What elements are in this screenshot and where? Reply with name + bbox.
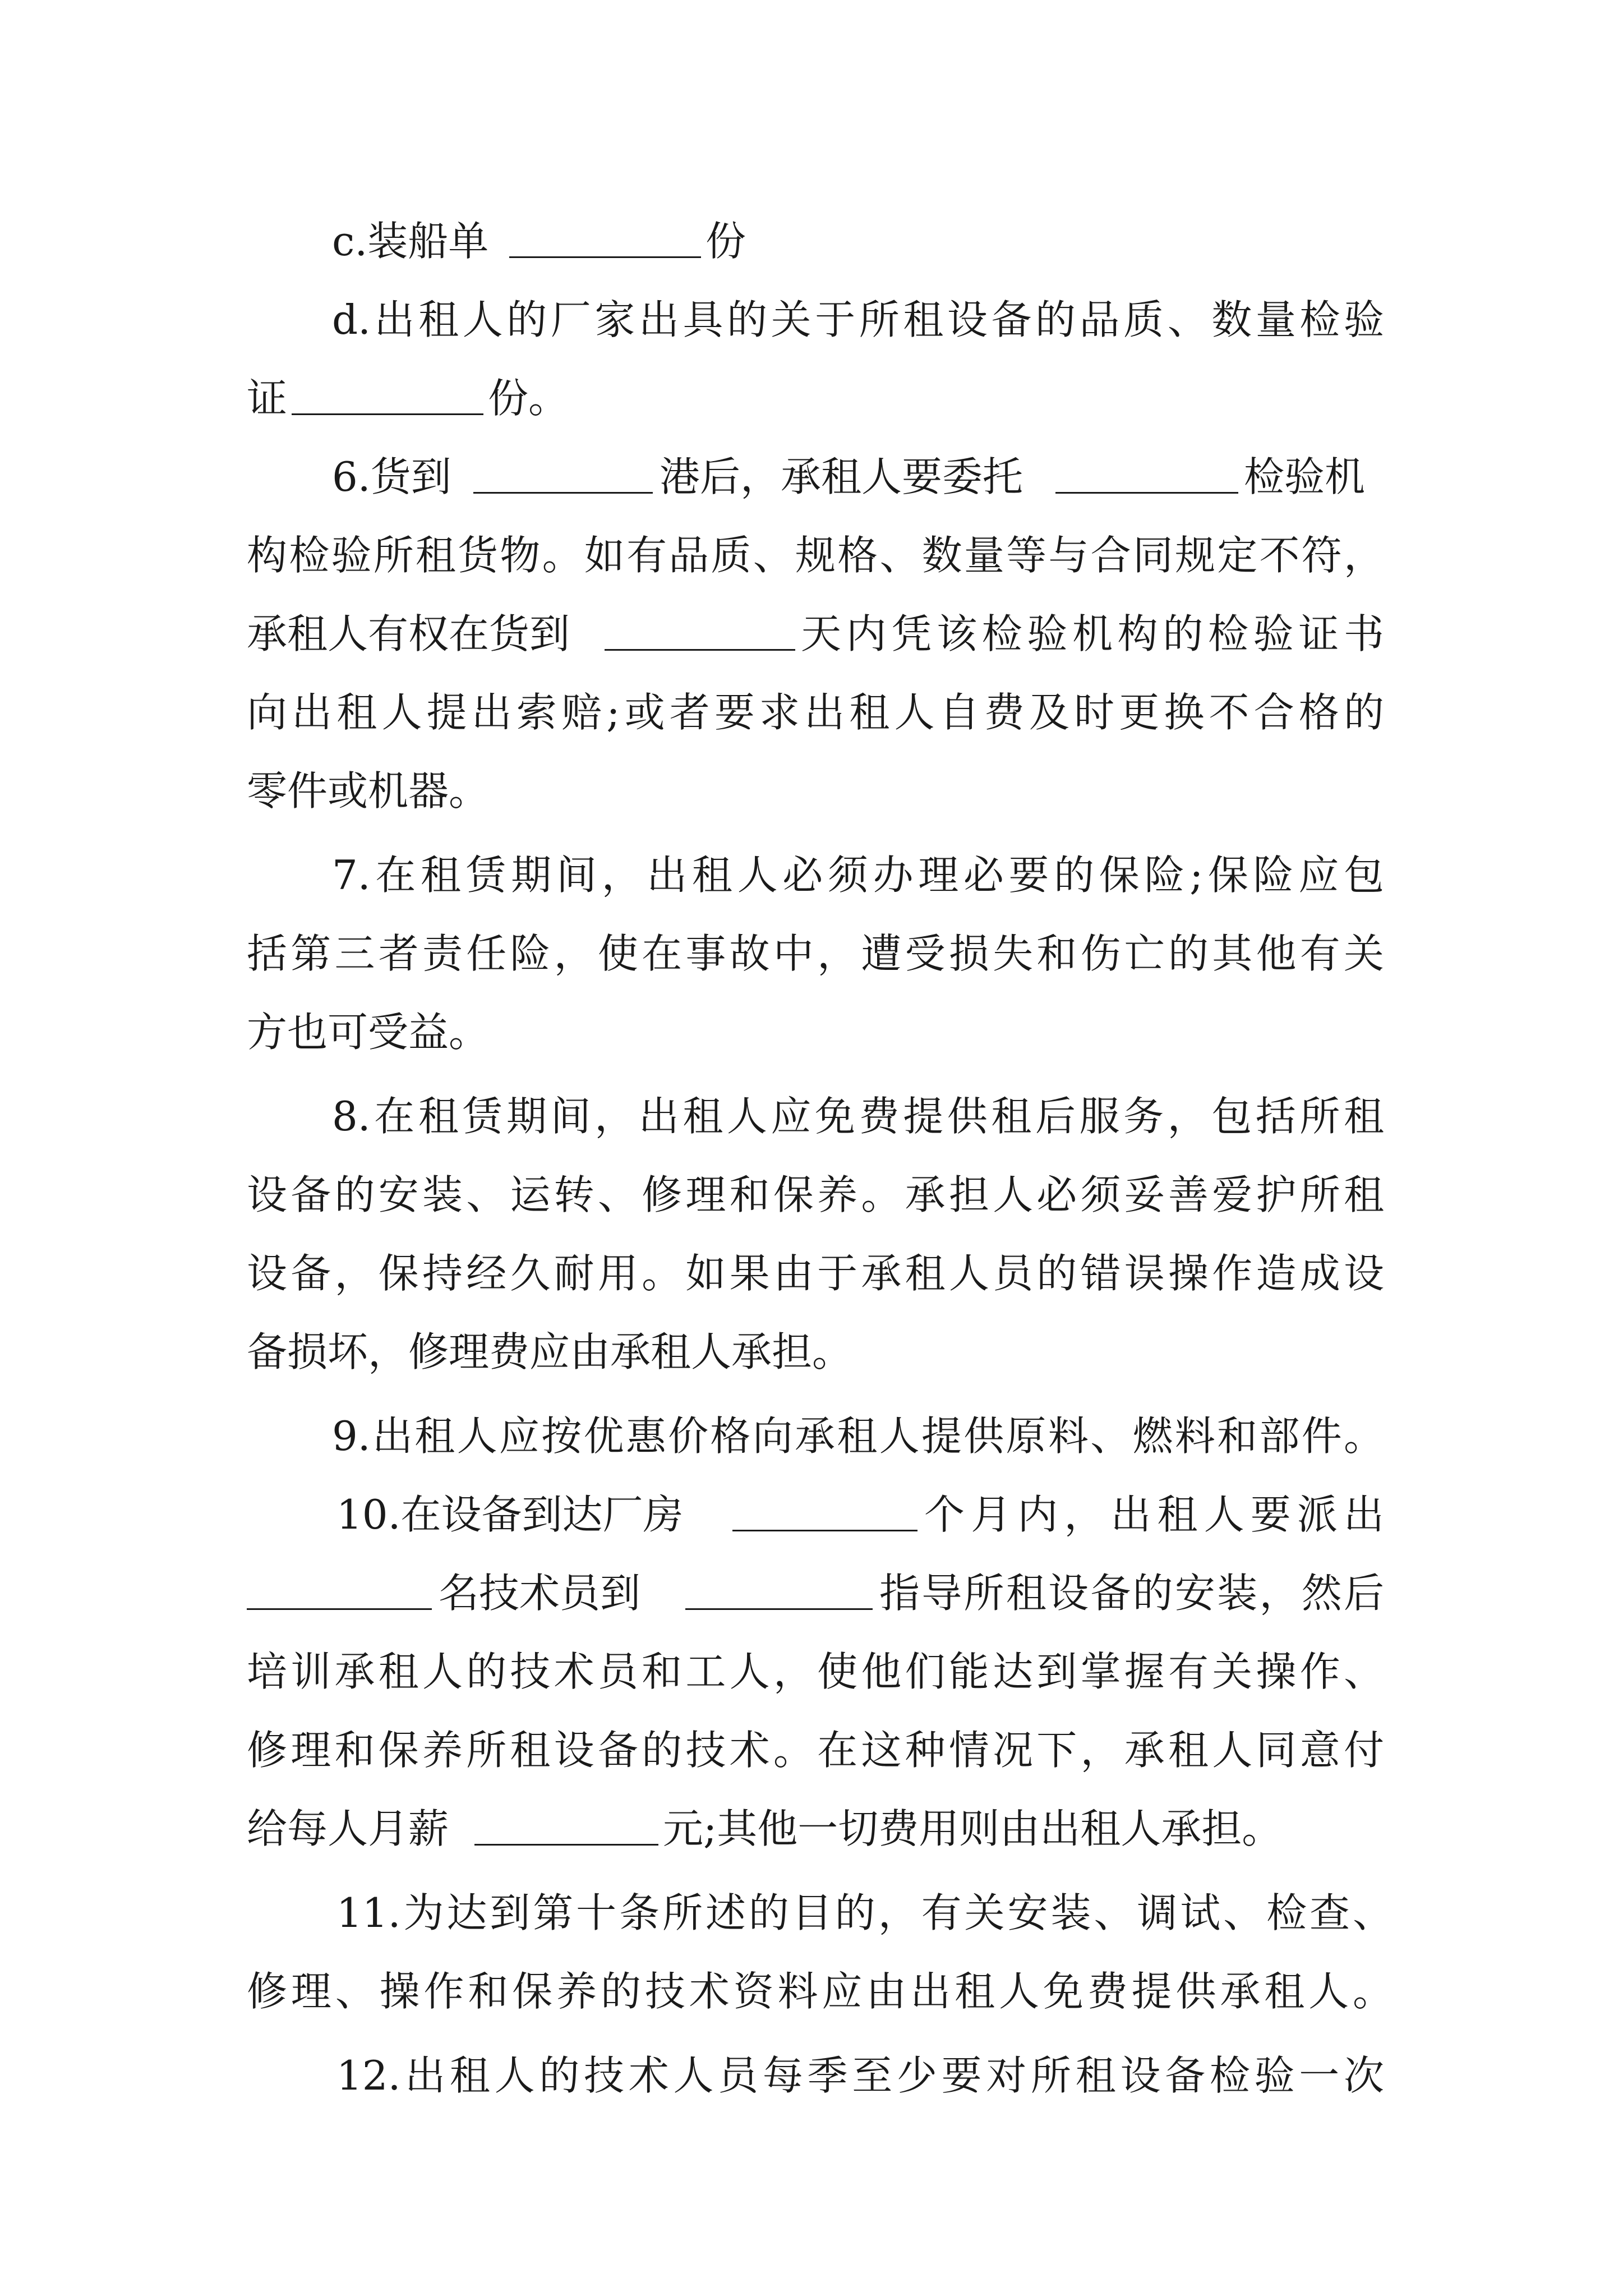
text-segment: 个月内，出租人要派出 <box>924 1491 1384 1538</box>
text-segment: 名技术员到 <box>439 1570 641 1617</box>
text-line <box>0 1077 1623 1156</box>
text-line <box>0 516 1623 595</box>
text-segment: 指导所租设备的安装，然后 <box>879 1570 1384 1617</box>
text-line <box>0 1475 1623 1554</box>
text-segment: 10.在设备到达厂房 <box>336 1491 684 1538</box>
text-line <box>0 673 1623 752</box>
text-line <box>0 836 1623 914</box>
text-line <box>0 595 1623 673</box>
text-segment: 培训承租人的技术员和工人，使他们能达到掌握有关操作、 <box>247 1648 1384 1695</box>
text-segment: d.出租人的厂家出具的关于所租设备的品质、数量检验 <box>332 296 1384 343</box>
fill-blank <box>685 1566 873 1610</box>
text-segment: 6.货到 <box>332 453 451 500</box>
text-segment: 备损坏，修理费应由承租人承担。 <box>247 1328 853 1375</box>
text-line <box>0 1156 1623 1234</box>
fill-blank <box>247 1566 432 1610</box>
fill-blank <box>509 214 701 258</box>
text-segment: 给每人月薪 <box>247 1805 449 1852</box>
text-segment: 元;其他一切费用则由出租人承担。 <box>663 1805 1283 1852</box>
text-line <box>0 752 1623 830</box>
text-segment: 括第三者责任险，使在事故中，遭受损失和伤亡的其他有关 <box>247 930 1384 977</box>
text-line <box>0 1874 1623 1952</box>
text-line <box>0 1952 1623 2031</box>
text-segment: 检验机 <box>1244 453 1366 500</box>
fill-blank <box>732 1488 917 1531</box>
text-line <box>0 359 1623 438</box>
text-line <box>0 1789 1623 1868</box>
text-line <box>0 1313 1623 1391</box>
text-line <box>0 280 1623 359</box>
text-segment: 承租人有权在货到 <box>247 610 570 657</box>
text-segment: c.装船单 <box>332 218 489 265</box>
fill-blank <box>474 1802 658 1846</box>
fill-blank <box>605 607 795 651</box>
text-segment: 港后，承租人要委托 <box>660 453 1023 500</box>
text-line <box>0 1234 1623 1313</box>
text-segment: 11.为达到第十条所述的目的，有关安装、调试、检查、 <box>336 1889 1393 1936</box>
text-segment: 8.在租赁期间，出租人应免费提供租后服务，包括所租 <box>332 1093 1384 1140</box>
text-segment: 向出租人提出索赔;或者要求出租人自费及时更换不合格的 <box>247 689 1384 736</box>
fill-blank <box>292 371 483 415</box>
text-segment: 份。 <box>488 375 569 422</box>
text-line <box>0 202 1623 280</box>
text-segment: 修理、操作和保养的技术资料应由出租人免费提供承租人。 <box>247 1968 1393 2015</box>
text-segment: 份 <box>706 218 746 265</box>
text-segment: 证 <box>247 375 288 422</box>
text-segment: 9.出租人应按优惠价格向承租人提供原料、燃料和部件。 <box>332 1412 1384 1460</box>
text-line <box>0 914 1623 993</box>
text-segment: 天内凭该检验机构的检验证书 <box>801 610 1384 657</box>
text-line <box>0 1554 1623 1632</box>
text-segment: 设备的安装、运转、修理和保养。承担人必须妥善爱护所租 <box>247 1171 1384 1218</box>
text-line <box>0 1397 1623 1475</box>
text-segment: 方也可受益。 <box>247 1009 490 1056</box>
text-segment: 构检验所租货物。如有品质、规格、数量等与合同规定不符， <box>247 532 1384 579</box>
text-line <box>0 1711 1623 1789</box>
text-line <box>0 2036 1623 2115</box>
text-segment: 12.出租人的技术人员每季至少要对所租设备检验一次 <box>336 2052 1384 2099</box>
text-line <box>0 1632 1623 1711</box>
fill-blank <box>473 450 653 494</box>
text-line <box>0 993 1623 1071</box>
text-segment: 设备，保持经久耐用。如果由于承租人员的错误操作造成设 <box>247 1250 1384 1297</box>
fill-blank <box>1055 450 1238 494</box>
text-segment: 零件或机器。 <box>247 767 490 815</box>
text-segment: 7.在租赁期间，出租人必须办理必要的保险;保险应包 <box>332 852 1384 899</box>
text-line <box>0 438 1623 516</box>
text-segment: 修理和保养所租设备的技术。在这种情况下，承租人同意付 <box>247 1727 1384 1774</box>
